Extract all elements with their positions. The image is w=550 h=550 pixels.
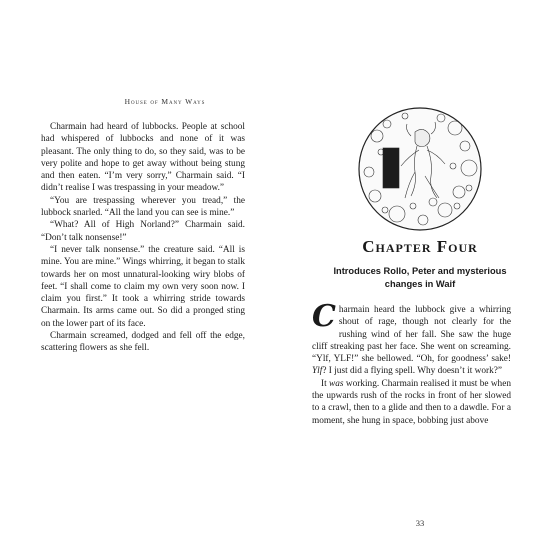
chapter-illustration-icon: [357, 106, 483, 232]
drop-cap: C: [312, 299, 336, 334]
paragraph: [312, 299, 511, 378]
paragraph: “What? All of High Norland?” Charmain said. “Don’t talk nonsense!”: [41, 220, 245, 243]
left-body-text: [41, 121, 245, 355]
italic-text: was: [329, 378, 344, 389]
right-body-text: [312, 299, 511, 427]
right-page: [275, 0, 550, 550]
paragraph: Charmain had heard of lubbocks. People at school had whispered of lubbocks and none of it was pleasant. The only thing to do, so they said, was to be very polite and hope to get away without being stung and then eaten. “I’m very sorry,” Charmain said. “I didn’t realise I was trespassing in your meadow.”: [41, 122, 245, 194]
chapter-subtitle: Introduces Rollo, Peter and mysterious changes in Waif: [333, 266, 507, 289]
paragraph: Charmain screamed, dodged and fell off the edge, scattering flowers as she fell.: [41, 331, 245, 354]
paragraph-text: working. Charmain realised it must be when the upwards rush of the rocks in front of her slowed to a crawl, then to a glide and then to a dawdle. For a moment, she hung in space, bobbing just above: [312, 378, 511, 426]
paragraph: [312, 378, 511, 427]
paragraph-text: ? I just did a flying spell. Why doesn’t it work?”: [322, 366, 502, 377]
page-number: 33: [415, 518, 425, 528]
running-head: House of Many Ways: [124, 97, 206, 106]
italic-text: Ylf: [312, 366, 323, 377]
paragraph: “I never talk nonsense.” the creature said. “All is mine. You are mine.” Wings whirring, it began to stalk towards her on most unnatural-looking wiry blobs of feet. “I shall come to claim my own very soon now. I claim you first.” It took a whirring stride towards Charmain. Its arms came out. So did a pronged sting on the lower part of its face.: [41, 244, 245, 329]
paragraph-text: It: [321, 378, 330, 389]
paragraph: “You are trespassing wherever you tread,” the lubbock snarled. “All the land you can see is mine.”: [41, 195, 245, 219]
chapter-title: Chapter Four: [362, 237, 478, 256]
paragraph-text: harmain heard the lubbock give a whirring shout of rage, though not clearly for the rushing wind of her fall. She saw the huge cliff streaking past her face. She went on screaming. “Ylf, YLF!” she bellowed. “Oh, for goodness’ sake!: [312, 305, 511, 365]
